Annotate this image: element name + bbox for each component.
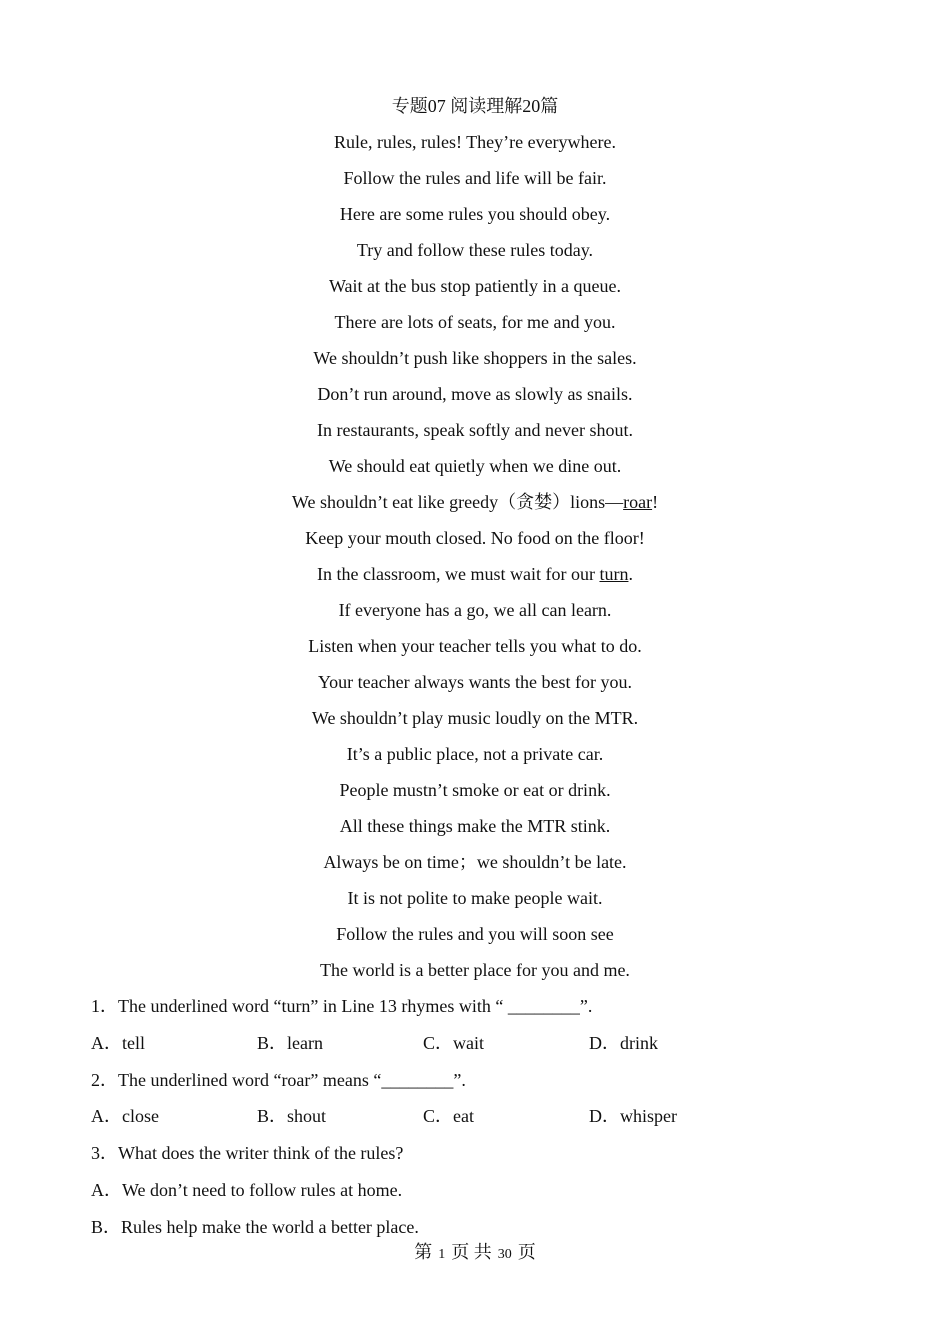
footer-middle: 页 共 (451, 1242, 492, 1262)
option-b: B．learn (257, 1032, 323, 1053)
option-c: C．eat (423, 1106, 474, 1127)
underlined-word-turn: turn (599, 564, 629, 584)
poem-line: Your teacher always wants the best for you. (317, 672, 633, 692)
question-1-stem: 1．The underlined word “turn” in Line 13 rhymes with “ ________”. (91, 996, 593, 1016)
poem-line-13 (0, 560, 950, 596)
poem-line: In restaurants, speak softly and never shout. (317, 420, 633, 440)
poem-line: Try and follow these rules today. (356, 240, 594, 260)
poem-line: It is not polite to make people wait. (347, 888, 603, 908)
poem-line: If everyone has a go, we all can learn. (338, 600, 612, 620)
option-a: A．tell (91, 1032, 145, 1053)
question-1-options (91, 1029, 891, 1066)
question-3-option-b: B．Rules help make the world a better place. (91, 1216, 419, 1237)
poem-line: Follow the rules and life will be fair. (343, 168, 607, 188)
option-d: D．drink (589, 1032, 658, 1053)
poem-line: Rule, rules, rules! They’re everywhere. (333, 132, 617, 152)
page-footer (0, 1240, 950, 1267)
poem-line: We should eat quietly when we dine out. (328, 456, 622, 476)
poem-line: We shouldn’t push like shoppers in the sales. (313, 348, 637, 368)
question-2-options (91, 1102, 891, 1139)
poem-line: Follow the rules and you will soon see (336, 924, 614, 944)
option-a: A．close (91, 1106, 159, 1127)
poem-line: The world is a better place for you and me. (320, 960, 630, 980)
underlined-word-roar: roar (623, 492, 653, 512)
page-number: 1 (438, 1247, 446, 1262)
poem-line: It’s a public place, not a private car. (346, 744, 604, 764)
footer-prefix: 第 (414, 1242, 433, 1262)
document-title: 专题07 阅读理解20篇 (391, 96, 559, 116)
poem-line: Here are some rules you should obey. (339, 204, 611, 224)
option-d: D．whisper (589, 1106, 677, 1127)
line-text: ! (652, 492, 659, 512)
poem-line: Listen when your teacher tells you what to do. (308, 636, 642, 656)
line-text: In the classroom, we must wait for our (317, 564, 600, 584)
question-2-stem: 2．The underlined word “roar” means “________”. (91, 1069, 466, 1090)
poem-line-11 (0, 488, 950, 524)
total-pages: 30 (497, 1247, 512, 1262)
poem-line: Wait at the bus stop patiently in a queue. (329, 276, 621, 296)
line-text: . (628, 564, 633, 584)
poem-line: Keep your mouth closed. No food on the floor! (305, 528, 645, 548)
poem (0, 128, 950, 992)
poem-line: Always be on time；we shouldn’t be late. (323, 852, 627, 872)
questions (91, 992, 891, 1250)
poem-line: All these things make the MTR stink. (339, 816, 611, 836)
option-c: C．wait (423, 1032, 484, 1053)
question-3-option-a: A．We don’t need to follow rules at home. (91, 1179, 403, 1200)
footer-suffix: 页 (517, 1242, 536, 1262)
poem-line: People mustn’t smoke or eat or drink. (339, 780, 611, 800)
option-b: B．shout (257, 1106, 327, 1127)
poem-line: Don’t run around, move as slowly as snails. (317, 384, 633, 404)
poem-line: We shouldn’t play music loudly on the MTR. (311, 708, 639, 728)
question-3-stem: 3．What does the writer think of the rules? (91, 1143, 404, 1164)
line-text: We shouldn’t eat like greedy（贪婪）lions— (291, 492, 624, 512)
poem-line: There are lots of seats, for me and you. (334, 312, 616, 332)
